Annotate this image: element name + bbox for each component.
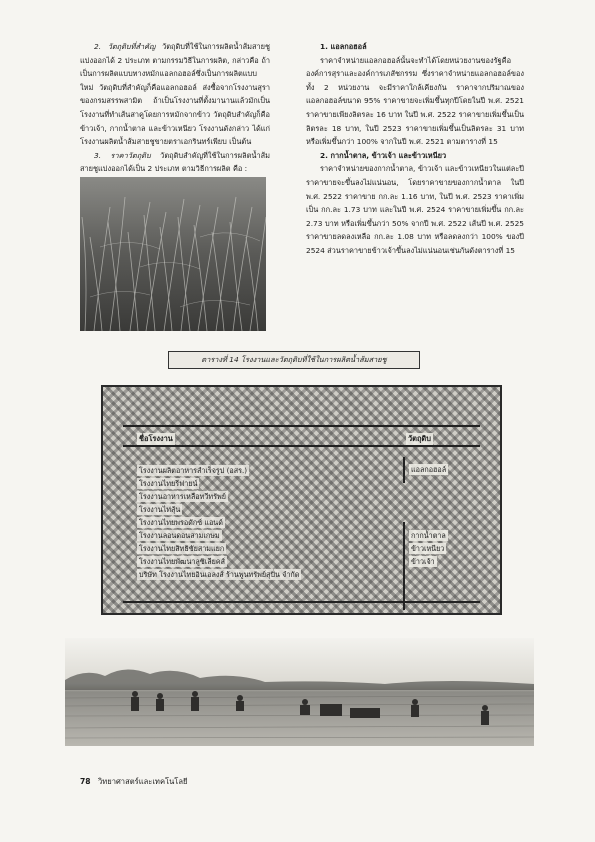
table-row: บริษัท โรงงานไทยอินเอลงส์ ร้านพูนทรัพย์สุปั่น จำกัด	[139, 570, 300, 579]
para2-label: 2. วัตถุดิบที่สำคัญ	[94, 42, 156, 51]
grass-photo	[80, 177, 266, 331]
table-row: โรงงานไทยพรอดักซ์ แอนด์	[139, 518, 223, 527]
page-number: 78	[80, 777, 91, 786]
factory-table	[101, 385, 502, 615]
material-alcohol: แอลกอฮอล์	[411, 465, 447, 474]
material-molasses: กากน้ำตาล	[411, 531, 446, 540]
para3-text: วัตถุดิบสำคัญที่ใช้ในการผลิตน้ำส้มสายชูแบ่งออกได้เป็น 2 ประเภท ตามวิธีการผลิต คือ :	[80, 150, 270, 174]
material-glutinous-rice: ข้าวเหนียว	[411, 544, 445, 553]
left-column	[80, 40, 270, 176]
table-row: โรงงานไทยสิทธิชัยสามแยก	[139, 544, 225, 553]
para2-text: วัตถุดิบที่ใช้ในการผลิตน้ำส้มสายชูแบ่งออกได้ 2 ประเภท ตามกรรมวิธีในการผลิต, กล่าวคือ ถ้าเป็นการผลิตแบบทางหมักแอลกอฮอล์ซึ่งเป็นการผลิตแบบใหม่ วัตถุดิบที่สำคัญก็คือแอลกอฮอล์ ส่งซื้อจากโรงงานสุราของกรมสรรพสามิต ถ้าเป็นโรงงานที่ตั้งมานานแล้วมักเป็นโรงงานที่ทำเส้นสาคูโดยการหมักจากข้าว วัตถุดิบสำคัญก็คือ ข้าวเจ้า, กากน้ำตาล และข้าวเหนียว โรงงานดังกล่าว ได้แก่ โรงงานผลิตน้ำส้มสายชูขายตราเอกรินทร์เพียบ เป็นต้น	[80, 42, 270, 147]
para3-label: 3. ราคาวัตถุดิบ	[94, 150, 151, 160]
table-top-rule	[123, 425, 480, 427]
table-title: ตารางที่ 14 โรงงานและวัตถุดิบที่ใช้ในการผลิตน้ำส้มสายชู	[168, 351, 420, 369]
section1-text: ราคาจำหน่ายแอลกอฮอล์นั้นจะทำได้โดยหน่วยงานของรัฐคือองค์การสุราและองค์การเภสัชกรรม ซึ่งราคาจำหน่ายแอลกอฮอล์ของทั้ง 2 หน่วยงาน จะมีราคาใกล้เคียงกัน ราคาจากปริมาณของแอลกอฮอล์ขนาด 95% ราคาขายจะเพิ่มขึ้นทุกปีโดยในปี พ.ศ. 2521 ราคาขายเพียงลิตรละ 16 บาท ในปี พ.ศ. 2522 ราคาขายเพิ่มขึ้นเป็นลิตรละ 18 บาท, ในปี 2523 ราคาขายเพิ่มขึ้นเป็นลิตรละ 31 บาท หรือเพิ่มขึ้นกว่า 100% จากในปี พ.ศ. 2521 ตามตารางที่ 15	[306, 55, 524, 147]
material-rice: ข้าวเจ้า	[411, 557, 435, 566]
rice-field-graphic	[65, 638, 534, 746]
table-row: โรงงานอาหารเหลือทวีทรัพย์	[139, 492, 226, 501]
rice-field-photo	[65, 638, 534, 746]
grass-photo-graphic	[80, 177, 266, 331]
publication-name: วิทยาศาสตร์และเทคโนโลยี	[98, 777, 188, 786]
material-bracket-2	[403, 522, 405, 610]
table-header-rule	[123, 445, 480, 447]
table-row: โรงงานผลิตอาหารสำเร็จรูป (อสร.)	[139, 466, 248, 475]
page-footer	[80, 776, 187, 788]
material-bracket-1	[403, 457, 405, 483]
table-row: โรงงานไท่สุ้น	[139, 505, 181, 514]
section2-text: ราคาจำหน่ายของกากน้ำตาล, ข้าวเจ้า และข้าวเหนียวในแต่ละปีราคาขายจะขึ้นลงไม่แน่นอน, โดยราคาขายของกากน้ำตาล ในปี พ.ศ. 2522 ราคาขาย กก.ละ 1.16 บาท, ในปี พ.ศ. 2523 ราคาเพิ่มเป็น กก.ละ 1.73 บาท และในปี พ.ศ. 2524 ราคาขายเพิ่มขึ้น กก.ละ 2.73 บาท หรือเพิ่มขึ้นกว่า 50% จากปี พ.ศ. 2522 เส้นปี พ.ศ. 2525 ราคาขายลดลงเหลือ กก.ละ 1.08 บาท หรือลดลงกว่า 100% ของปี 2524 ส่วนราคาขายข้าวเจ้าขึ้นลงไม่แน่นอนเช่นกันดังตารางที่ 15	[306, 164, 524, 255]
column-header-factory: ชื่อโรงงาน	[139, 434, 173, 443]
table-bottom-rule	[123, 601, 480, 603]
section2-heading: 2. กากน้ำตาล, ข้าวเจ้า และข้าวเหนียว	[320, 150, 447, 160]
column-header-material: วัตถุดิบ	[408, 434, 431, 443]
right-column	[306, 40, 524, 258]
section1-heading: 1. แอลกอฮอล์	[320, 42, 367, 51]
table-row: โรงงานลอนดอนสามเกษม	[139, 531, 220, 540]
table-row: โรงงานไทยรีฟายน์	[139, 479, 198, 488]
table-row: โรงงานไทยพัฒนาลูซิเลียคส์	[139, 557, 225, 566]
